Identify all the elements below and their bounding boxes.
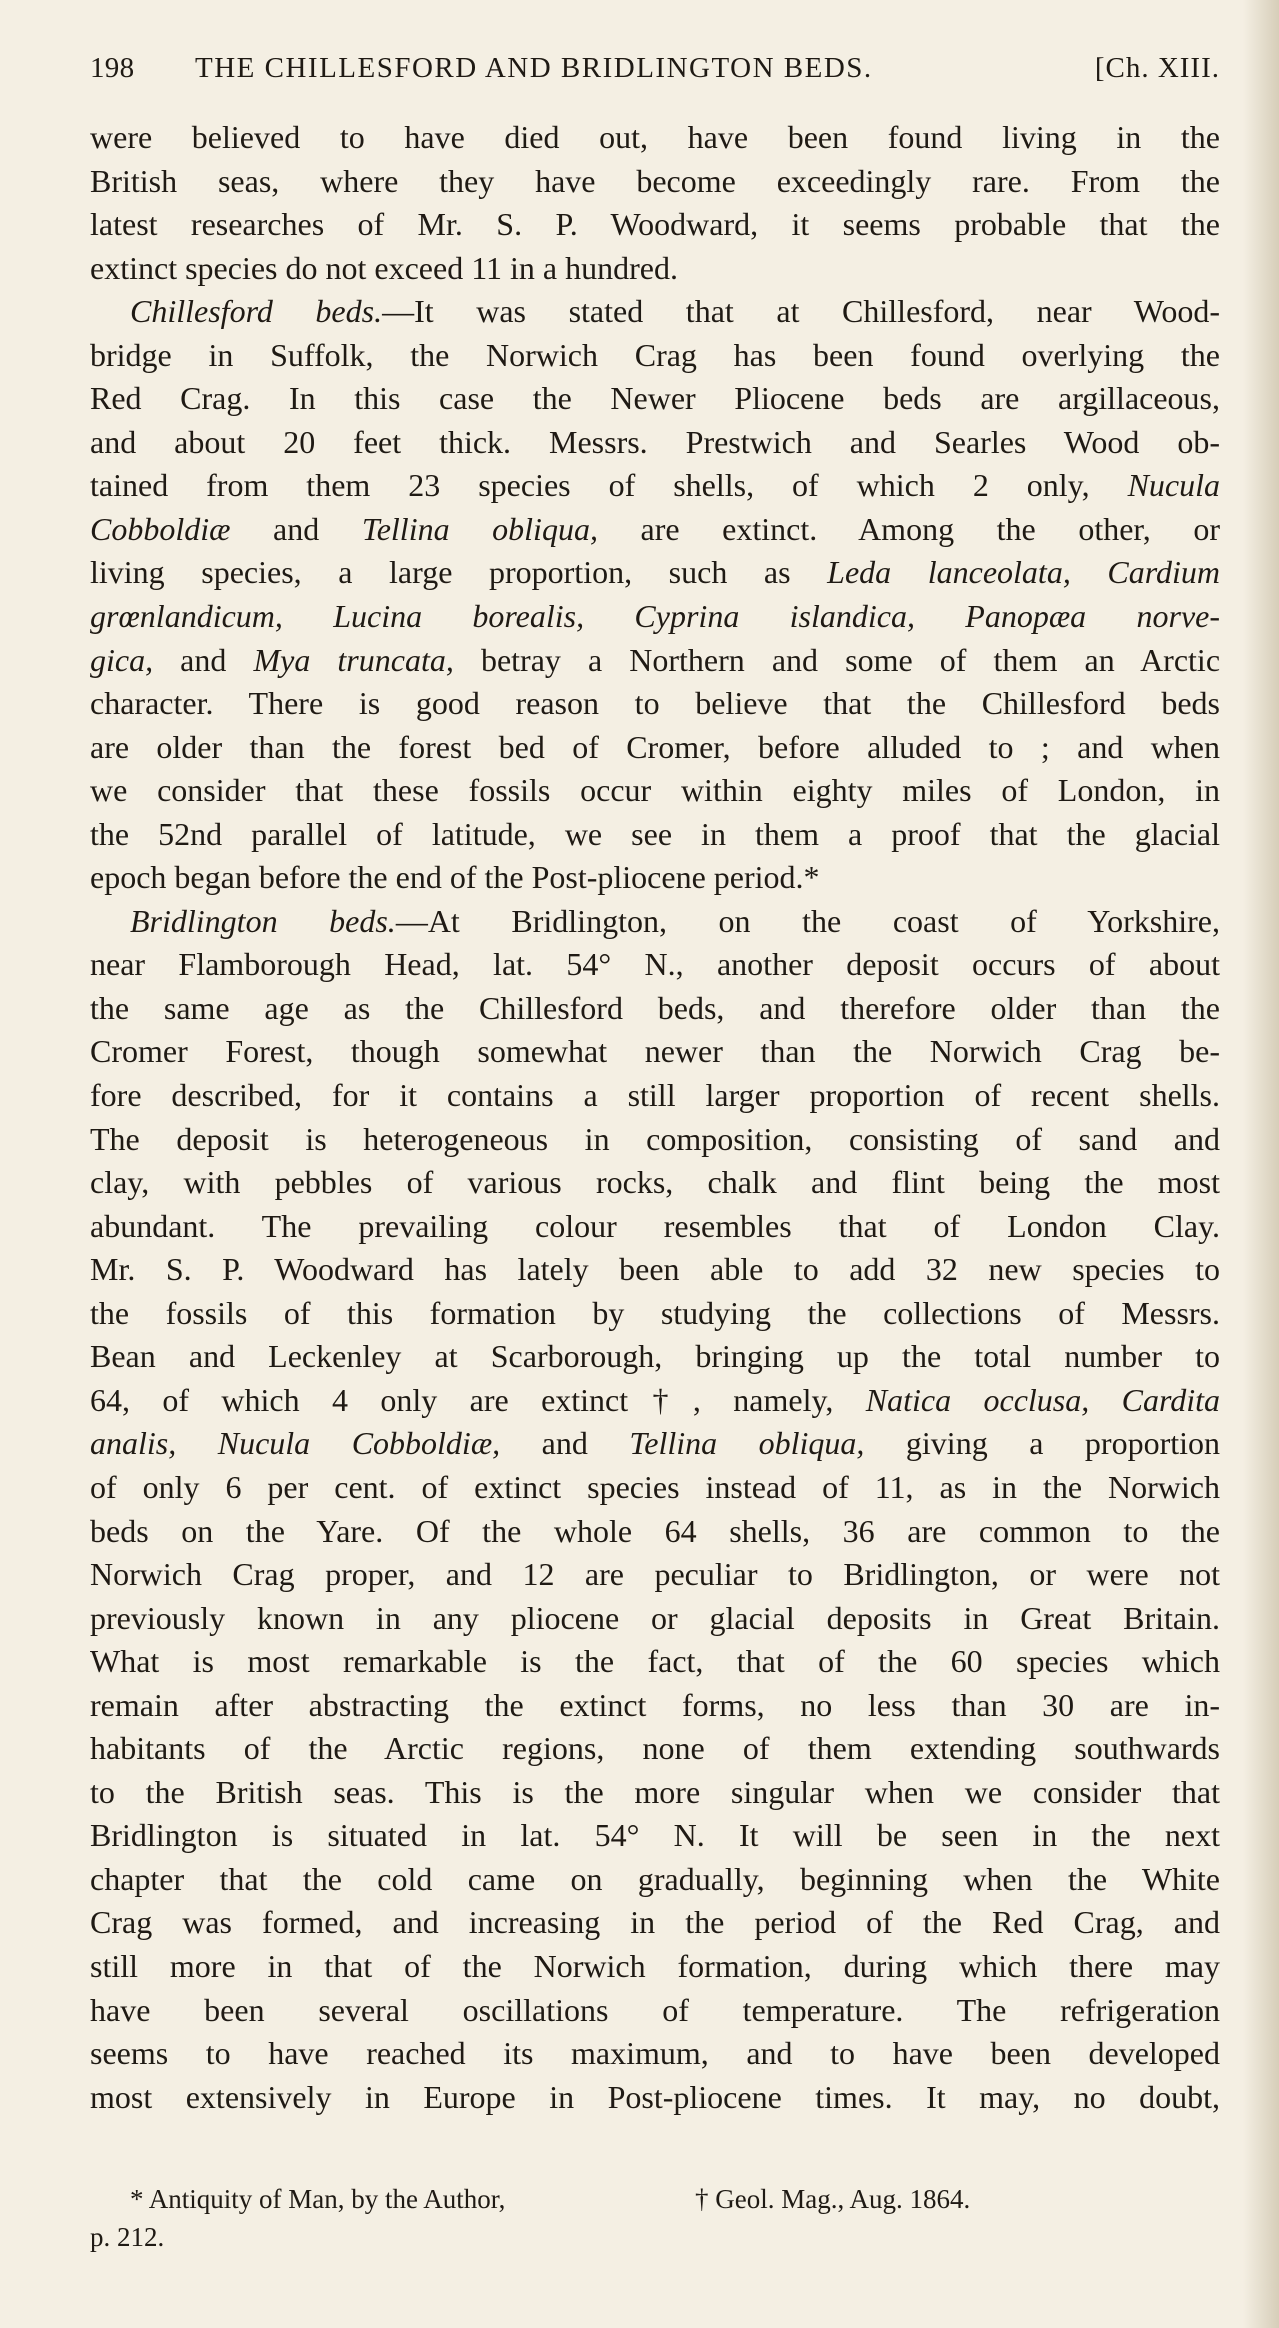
text-line [90, 1335, 1220, 1379]
text-segment: British seas, where they have become exceedingly rare. From the [90, 162, 1220, 199]
text-segment: abundant. The prevailing colour resembles that of London Clay. [90, 1207, 1220, 1244]
footnote-antiquity-page: p. 212. [90, 2222, 165, 2252]
text-line [90, 1292, 1220, 1336]
italic-term: Tellina obliqua, [629, 1425, 865, 1462]
text-segment: are older than the forest bed of Cromer, before alluded to ; and when [90, 728, 1220, 765]
text-segment: and about 20 feet thick. Messrs. Prestwich and Searles Wood ob- [90, 423, 1220, 460]
text-segment: beds on the Yare. Of the whole 64 shells, 36 are common to the [90, 1512, 1220, 1549]
text-segment: tained from them 23 species of shells, of which 2 only, [90, 467, 1128, 504]
text-line [90, 769, 1220, 813]
text-line [90, 813, 1220, 857]
italic-term: Nucula [1127, 467, 1220, 504]
text-line [90, 508, 1220, 552]
text-segment: near Flamborough Head, lat. 54° N., another deposit occurs of about [90, 946, 1220, 983]
italic-term: Natica occlusa, Cardita [865, 1381, 1221, 1418]
text-segment: still more in that of the Norwich formation, during which there may [90, 1947, 1220, 1984]
text-segment: have been several oscillations of temperature. The refrigeration [90, 1991, 1220, 2028]
text-line [90, 1379, 1220, 1423]
text-segment: latest researches of Mr. S. P. Woodward, it seems probable that the [90, 206, 1220, 243]
body-text [90, 116, 1220, 2119]
text-segment: the fossils of this formation by studying the collections of Messrs. [90, 1294, 1220, 1331]
text-segment: previously known in any pliocene or glacial deposits in Great Britain. [90, 1599, 1220, 1636]
italic-term: grœnlandicum, Lucina borealis, Cyprina islandica, Panopæa norve- [90, 598, 1220, 635]
text-line [90, 1118, 1220, 1162]
text-line [90, 116, 1220, 160]
text-segment: were believed to have died out, have been found living in the [90, 119, 1220, 155]
text-line [90, 377, 1220, 421]
text-line [90, 1553, 1220, 1597]
text-line [90, 943, 1220, 987]
text-segment: —At Bridlington, on the coast of Yorkshire, [395, 902, 1221, 939]
text-line [90, 160, 1220, 204]
italic-term: Mya truncata, [253, 641, 454, 678]
text-line [90, 726, 1220, 770]
text-segment: epoch began before the end of the Post-pliocene period.* [90, 859, 820, 896]
text-segment: the same age as the Chillesford beds, and therefore older than the [90, 989, 1220, 1026]
italic-term: gica, [90, 641, 154, 678]
text-segment: chapter that the cold came on gradually, beginning when the White [90, 1860, 1220, 1897]
text-line [90, 551, 1220, 595]
running-title: THE CHILLESFORD AND BRIDLINGTON BEDS. [195, 52, 873, 84]
italic-term: Cobboldiæ [90, 510, 231, 547]
page-number: 198 [90, 52, 135, 84]
text-line [90, 247, 1220, 291]
text-segment: are extinct. Among the other, or [597, 510, 1221, 547]
text-line [90, 1727, 1220, 1771]
text-line [90, 1989, 1220, 2033]
text-line [90, 1858, 1220, 1902]
text-segment: seems to have reached its maximum, and to have been developed [90, 2035, 1220, 2072]
text-line [90, 1771, 1220, 1815]
text-segment: the 52nd parallel of latitude, we see in them a proof that the glacial [90, 815, 1220, 852]
text-segment: we consider that these fossils occur within eighty miles of London, in [90, 772, 1220, 809]
text-line [90, 1422, 1220, 1466]
italic-term: Leda lanceolata, Cardium [827, 554, 1221, 591]
text-line [90, 1510, 1220, 1554]
text-line [90, 856, 1220, 900]
text-line [90, 2032, 1220, 2076]
text-line [90, 1205, 1220, 1249]
text-line [90, 1945, 1220, 1989]
text-segment: 64, of which 4 only are extinct†, namely, [90, 1381, 866, 1418]
italic-term: analis, Nucula Cobboldiæ, [90, 1425, 501, 1462]
text-segment: Bean and Leckenley at Scarborough, bringing up the total number to [90, 1338, 1220, 1375]
text-segment: Cromer Forest, though somewhat newer than the Norwich Crag be- [90, 1033, 1220, 1070]
text-segment: extinct species do not exceed 11 in a hundred. [90, 249, 678, 286]
text-line [90, 1248, 1220, 1292]
italic-term: Tellina obliqua, [361, 510, 598, 547]
text-segment: habitants of the Arctic regions, none of them extending southwards [90, 1730, 1220, 1767]
running-header [90, 52, 1220, 92]
text-line [90, 1030, 1220, 1074]
text-line [90, 1597, 1220, 1641]
text-segment: of only 6 per cent. of extinct species instead of 11, as in the Norwich [90, 1468, 1220, 1505]
text-segment: most extensively in Europe in Post-pliocene times. It may, no doubt, [90, 2078, 1220, 2115]
text-line [90, 334, 1220, 378]
text-segment: What is most remarkable is the fact, that of the 60 species which [90, 1643, 1220, 1680]
text-segment: Mr. S. P. Woodward has lately been able to add 32 new species to [90, 1251, 1220, 1288]
italic-term: Bridlington beds. [130, 902, 396, 939]
text-line [90, 464, 1220, 508]
text-segment: remain after abstracting the extinct forms, no less than 30 are in- [90, 1686, 1220, 1723]
footnote-antiquity: * Antiquity of Man, by the Author, [130, 2184, 506, 2214]
text-line [90, 639, 1220, 683]
text-segment: bridge in Suffolk, the Norwich Crag has been found overlying the [90, 336, 1220, 373]
text-line [90, 1466, 1220, 1510]
chapter-label: [Ch. XIII. [1094, 52, 1220, 84]
italic-term: Chillesford beds. [130, 293, 383, 330]
text-segment: Crag was formed, and increasing in the period of the Red Crag, and [90, 1904, 1220, 1941]
text-line [90, 595, 1220, 639]
text-segment: clay, with pebbles of various rocks, chalk and flint being the most [90, 1164, 1220, 1201]
text-segment: Norwich Crag proper, and 12 are peculiar to Bridlington, or were not [90, 1556, 1220, 1593]
text-line [90, 682, 1220, 726]
footnote-geol-mag: † Geol. Mag., Aug. 1864. [695, 2184, 971, 2214]
text-line [90, 1684, 1220, 1728]
text-line [90, 1901, 1220, 1945]
text-segment: to the British seas. This is the more singular when we consider that [90, 1773, 1220, 1810]
page-edge-shadow [1243, 0, 1279, 2328]
text-segment: character. There is good reason to believe that the Chillesford beds [90, 685, 1220, 722]
text-segment: —It was stated that at Chillesford, near Wood- [382, 293, 1221, 330]
text-segment: betray a Northern and some of them an Arctic [453, 641, 1221, 678]
text-segment: Red Crag. In this case the Newer Pliocene beds are argillaceous, [90, 380, 1220, 417]
text-segment: The deposit is heterogeneous in composition, consisting of sand and [90, 1120, 1220, 1157]
text-segment: and [500, 1425, 630, 1462]
text-line [90, 1161, 1220, 1205]
text-segment: living species, a large proportion, such as [90, 554, 828, 591]
text-segment: and [153, 641, 254, 678]
text-line [90, 987, 1220, 1031]
text-line [90, 421, 1220, 465]
text-line [90, 1814, 1220, 1858]
text-line [90, 290, 1220, 334]
text-segment: and [230, 510, 362, 547]
text-line [90, 1074, 1220, 1118]
text-line [90, 203, 1220, 247]
text-line [90, 1640, 1220, 1684]
text-segment: Bridlington is situated in lat. 54° N. It will be seen in the next [90, 1817, 1220, 1854]
text-segment: giving a proportion [864, 1425, 1221, 1462]
text-line [90, 900, 1220, 944]
text-line [90, 2076, 1220, 2120]
text-segment: fore described, for it contains a still larger proportion of recent shells. [90, 1077, 1220, 1114]
